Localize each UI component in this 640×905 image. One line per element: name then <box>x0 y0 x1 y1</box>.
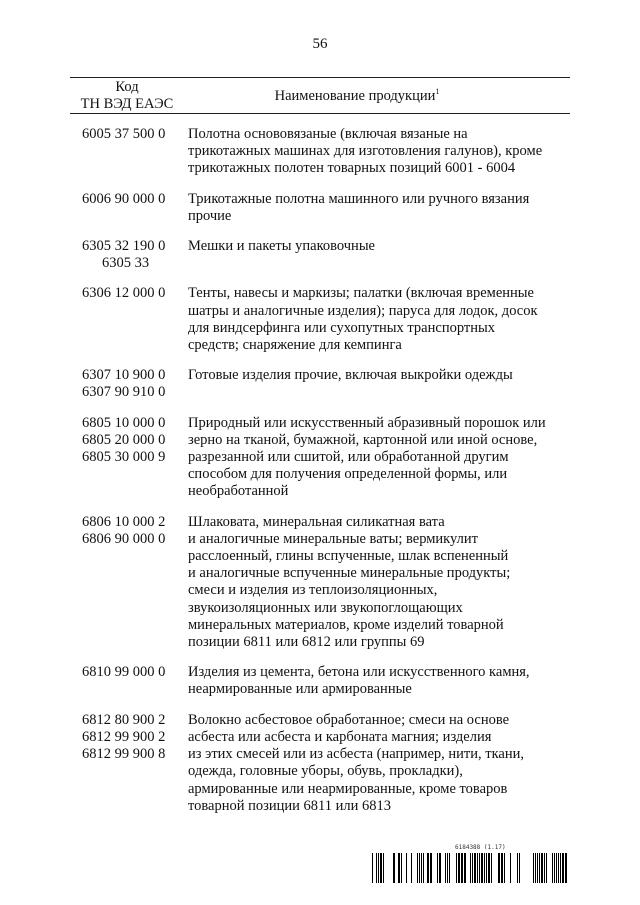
barcode-bar <box>558 853 559 883</box>
barcode-bar <box>456 853 457 883</box>
table-row <box>70 415 570 501</box>
barcode-bar <box>464 853 466 883</box>
code-cell <box>70 285 184 354</box>
table-row <box>70 367 570 401</box>
barcode-bar <box>556 853 557 883</box>
description-line: прочие <box>188 207 232 224</box>
barcode-bar <box>517 853 518 883</box>
description-cell <box>184 367 570 401</box>
barcode-bar <box>486 853 487 883</box>
hs-code: 6805 30 000 9 <box>82 449 166 466</box>
barcode-bar <box>519 853 520 883</box>
description-line: Мешки и пакеты упаковочные <box>188 238 375 255</box>
barcode-bar <box>481 853 483 883</box>
barcode-bar <box>398 853 400 883</box>
table-row <box>70 285 570 354</box>
barcode-bar <box>470 853 471 883</box>
description-line: Природный или искусственный абразивный порошок или <box>188 414 546 431</box>
hs-code: 6805 20 000 0 <box>82 431 166 448</box>
description-line: способом для получения определенной формы, или <box>188 466 508 483</box>
description-line: средств; снаряжение для кемпинга <box>188 337 402 354</box>
description-line: шатры и аналогичные изделия); паруса для лодок, досок <box>188 302 538 319</box>
barcode-bar <box>554 853 555 883</box>
description-line: звукоизоляционных или звукопоглощающих <box>188 599 463 616</box>
header-code-line2: ТН ВЭД ЕАЭС <box>80 95 174 112</box>
barcode-bar <box>372 853 373 883</box>
barcode-bar <box>393 853 395 883</box>
barcode-bar <box>449 853 450 883</box>
hs-code: 6306 12 000 0 <box>82 285 166 302</box>
description-line: асбеста или асбеста и карбоната магния; изделия <box>188 728 492 745</box>
hs-code: 6812 99 900 8 <box>82 746 166 763</box>
barcode-bar <box>419 853 420 883</box>
header-name-column <box>184 87 570 105</box>
product-table <box>70 77 570 828</box>
barcode-bar <box>430 853 432 883</box>
table-row <box>70 712 570 815</box>
barcode-bar <box>484 853 485 883</box>
description-line: для виндсерфинга или сухопутных транспортных <box>188 319 495 336</box>
barcode-bar <box>541 853 543 883</box>
table-body <box>70 114 570 815</box>
table-row <box>70 191 570 225</box>
barcode-bar <box>383 853 384 883</box>
hs-code: 6812 99 900 2 <box>82 728 166 745</box>
barcode-bar <box>439 853 441 883</box>
barcode-bar <box>423 853 424 883</box>
code-cell <box>70 514 184 652</box>
code-cell <box>70 664 184 698</box>
barcode-bar <box>472 853 473 883</box>
barcode-bar <box>504 853 505 883</box>
description-line: и аналогичные вспученные минеральные продукты; <box>188 565 511 582</box>
description-line: трикотажных полотен товарных позиций 6001 - 6004 <box>188 160 516 177</box>
code-cell <box>70 415 184 501</box>
barcode-bar <box>401 853 402 883</box>
barcode-bar <box>421 853 422 883</box>
barcode-bar <box>560 853 561 883</box>
code-cell <box>70 191 184 225</box>
hs-code: 6810 99 000 0 <box>82 664 166 681</box>
barcode-label: 6184388 (1.17) <box>455 844 506 851</box>
description-line: зерно на тканой, бумажной, картонной или иной основе, <box>188 431 538 448</box>
description-line: трикотажных машинах для изготовления галунов), кроме <box>188 143 543 160</box>
hs-code: 6006 90 000 0 <box>82 190 166 207</box>
barcode-bar <box>437 853 438 883</box>
header-code-column <box>70 79 184 113</box>
barcode-bar <box>510 853 511 883</box>
description-cell <box>184 514 570 652</box>
barcode-bar <box>447 853 448 883</box>
hs-code: 6307 90 910 0 <box>82 384 166 401</box>
hs-code: 6805 10 000 0 <box>82 414 166 431</box>
table-row <box>70 664 570 698</box>
hs-code: 6305 33 <box>102 255 150 272</box>
header-code-line1: Код <box>115 78 139 95</box>
hs-code: 6307 10 900 0 <box>82 367 166 384</box>
barcode-bar <box>488 853 490 883</box>
hs-code: 6806 90 000 0 <box>82 530 166 547</box>
description-line: Изделия из цемента, бетона или искусственного камня, <box>188 664 530 681</box>
barcode-bar <box>501 853 503 883</box>
barcode-bar <box>533 853 534 883</box>
barcode-bar <box>565 853 567 883</box>
description-line: одежда, головные уборы, обувь, прокладки), <box>188 763 463 780</box>
barcode-bar <box>498 853 500 883</box>
description-cell <box>184 712 570 815</box>
barcode-bar <box>427 853 429 883</box>
hs-code: 6806 10 000 2 <box>82 513 166 530</box>
barcode-bar <box>477 853 478 883</box>
barcode-bar <box>546 853 547 883</box>
description-line: и аналогичные минеральные ваты; вермикулит <box>188 530 478 547</box>
description-line: расслоенный, глины вспученные, шлак вспененный <box>188 548 509 565</box>
barcode-bar <box>491 853 492 883</box>
description-line: позиции 6811 или 6812 или группы 69 <box>188 634 425 651</box>
barcode-bar <box>376 853 377 883</box>
table-row <box>70 238 570 272</box>
barcode-bar <box>544 853 545 883</box>
header-name-label: Наименование продукции <box>274 87 436 104</box>
barcode-bar <box>535 853 536 883</box>
barcode-bar <box>461 853 463 883</box>
code-cell <box>70 712 184 815</box>
barcode-bar <box>406 853 407 883</box>
description-cell <box>184 415 570 501</box>
barcode-bar <box>539 853 540 883</box>
barcode-bar <box>562 853 564 883</box>
description-line: минеральных материалов, кроме изделий товарной <box>188 616 504 633</box>
code-cell <box>70 367 184 401</box>
barcode-bar <box>417 853 418 883</box>
description-line: смеси и изделия из теплоизоляционных, <box>188 582 438 599</box>
description-cell <box>184 126 570 178</box>
description-cell <box>184 238 570 272</box>
hs-code: 6005 37 500 0 <box>82 126 166 142</box>
barcode-bar <box>378 853 379 883</box>
table-row <box>70 514 570 652</box>
barcode-bar <box>411 853 412 883</box>
description-line: Готовые изделия прочие, включая выкройки одежды <box>188 367 513 384</box>
page-number: 56 <box>312 36 328 52</box>
description-cell <box>184 191 570 225</box>
barcode-bar <box>552 853 553 883</box>
barcode-bar <box>380 853 382 883</box>
hs-code: 6812 80 900 2 <box>82 711 166 728</box>
description-line: Тенты, навесы и маркизы; палатки (включая временные <box>188 285 534 302</box>
code-cell <box>70 126 184 178</box>
header-footnote-marker: 1 <box>435 86 440 96</box>
code-cell <box>70 238 184 272</box>
description-line: Шлаковата, минеральная силикатная вата <box>188 513 445 530</box>
description-line: Полотна основовязаные (включая вязаные на <box>188 126 468 142</box>
barcode-bar <box>445 853 446 883</box>
barcode-bar <box>474 853 476 883</box>
description-line: армированные или неармированные, кроме товаров <box>188 780 508 797</box>
description-line: необработанной <box>188 483 289 500</box>
description-line: разрезанной или сшитой, или обработанной другим <box>188 449 509 466</box>
hs-code: 6305 32 190 0 <box>82 238 166 255</box>
barcode-bar <box>537 853 538 883</box>
description-cell <box>184 664 570 698</box>
barcode-bar <box>458 853 460 883</box>
barcode-image <box>370 853 570 893</box>
description-line: товарной позиции 6811 или 6813 <box>188 797 391 814</box>
table-row <box>70 126 570 178</box>
description-line: Трикотажные полотна машинного или ручного вязания <box>188 190 530 207</box>
description-line: из этих смесей или из асбеста (например, нити, ткани, <box>188 746 525 763</box>
barcode-bar <box>479 853 480 883</box>
description-line: неармированные или армированные <box>188 681 412 698</box>
description-line: Волокно асбестовое обработанное; смеси на основе <box>188 711 510 728</box>
description-cell <box>184 285 570 354</box>
table-header <box>70 78 570 114</box>
